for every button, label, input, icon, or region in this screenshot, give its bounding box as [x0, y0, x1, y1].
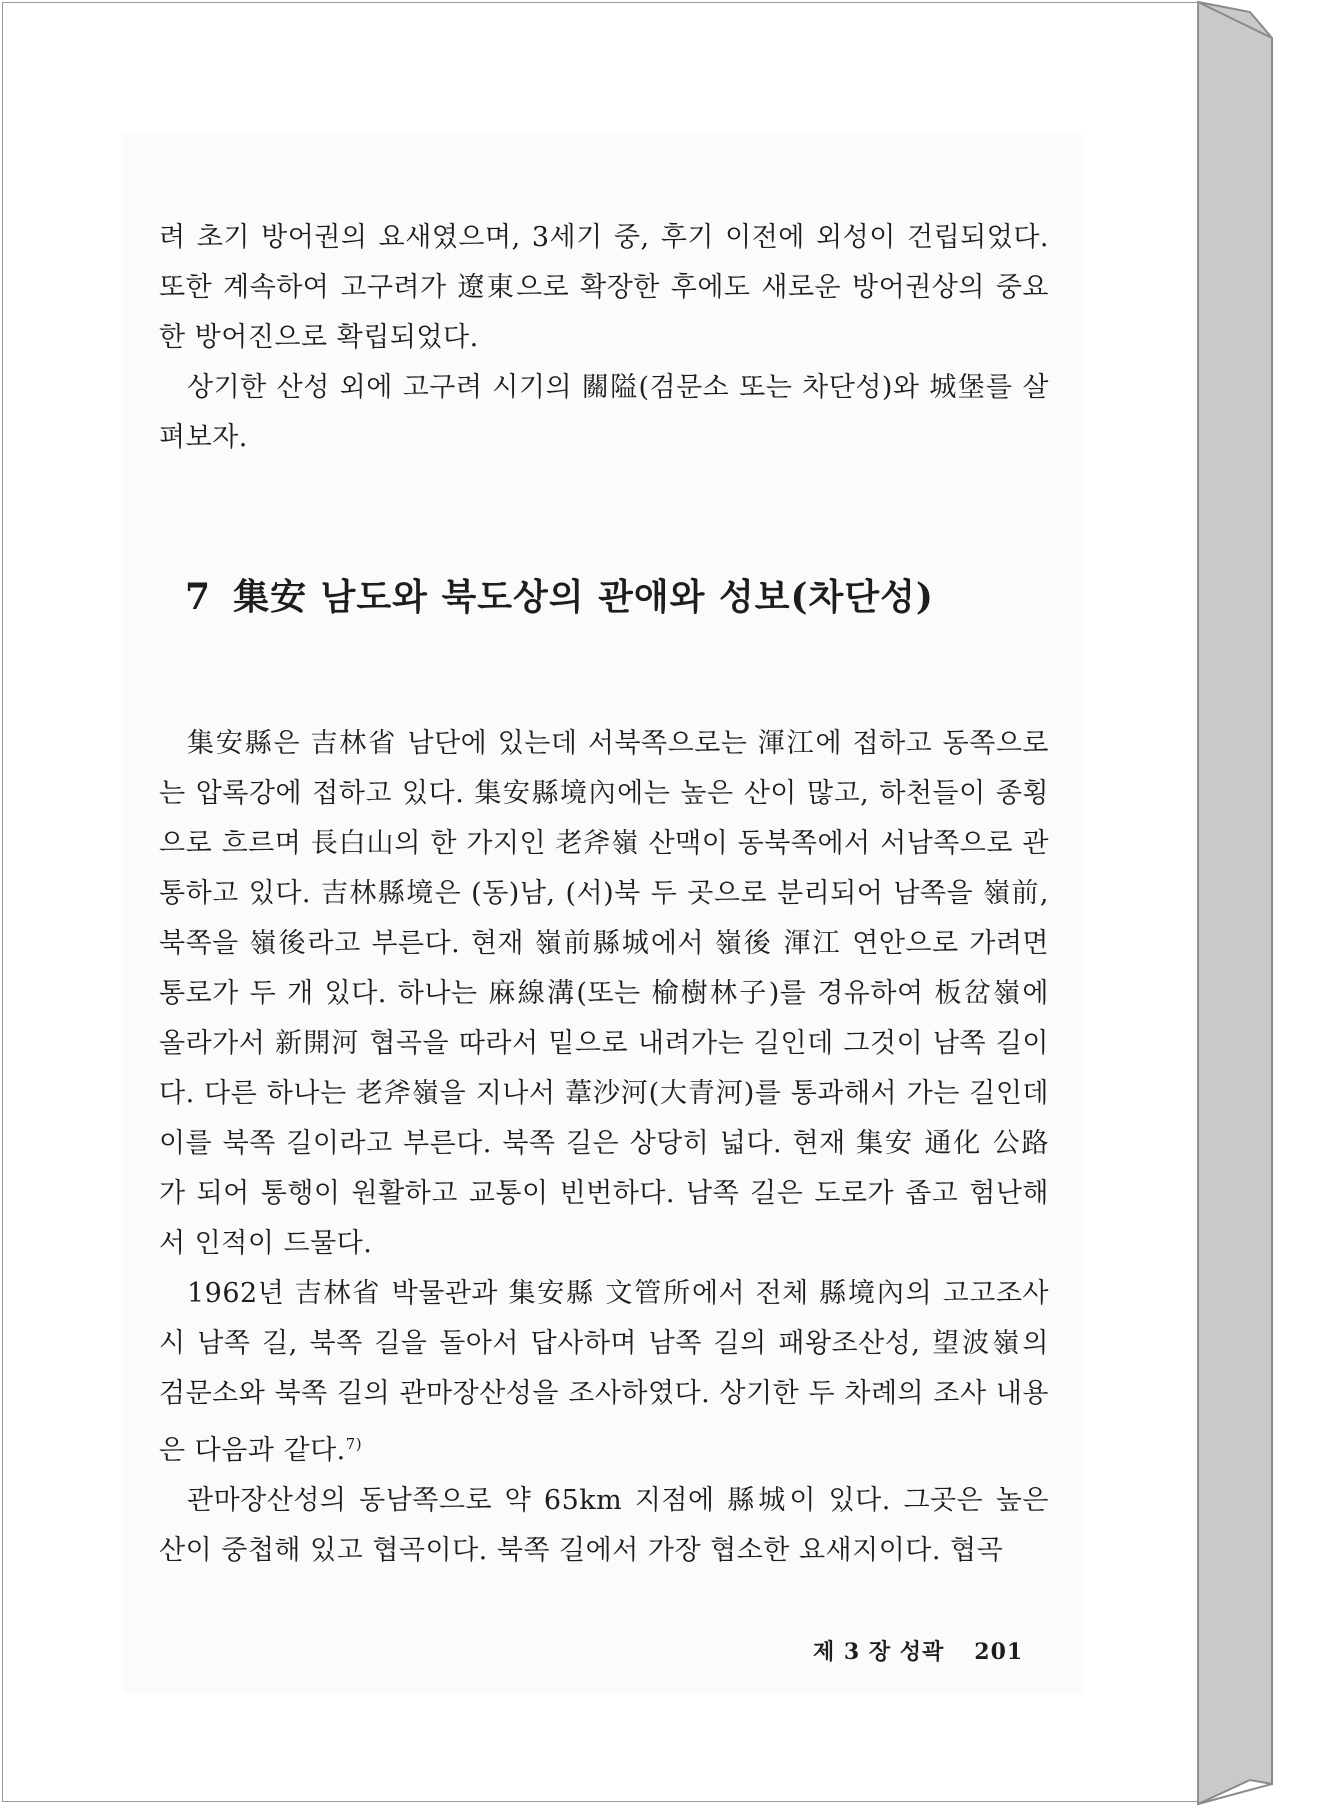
- chapter-label: 제 3 장 성곽: [813, 1639, 945, 1665]
- section-heading: [185, 569, 934, 620]
- section-number: 7: [185, 576, 212, 618]
- section-title: 集安 남도와 북도상의 관애와 성보(차단성): [233, 576, 934, 618]
- paragraph: 集安縣은 吉林省 남단에 있는데 서북쪽으로는 渾江에 접하고 동쪽으로는 압록강에 접하고 있다. 集安縣境內에는 높은 산이 많고, 하천들이 종횡으로 흐르며 長白山의 한 가지인 老斧嶺 산맥이 동북쪽에서 서남쪽으로 관통하고 있다. 吉林縣境은 (동)남, (서)북 두 곳으로 분리되어 남쪽을 嶺前, 북쪽을 嶺後라고 부른다. 현재 嶺前縣城에서 嶺後 渾江 연안으로 가려면 통로가 두 개 있다. 하나는 麻線溝(또는 榆樹林子)를 경유하여 板岔嶺에 올라가서 新開河 협곡을 따라서 밑으로 내려가는 길인데 그것이 남쪽 길이다. 다른 하나는 老斧嶺을 지나서 葦沙河(大青河)를 통과해서 가는 길인데 이를 북쪽 길이라고 부른다. 북쪽 길은 상당히 넓다. 현재 集安 通化 公路가 되어 통행이 원활하고 교통이 빈번하다. 남쪽 길은 도로가 좁고 험난해서 인적이 드물다.: [159, 728, 1049, 1259]
- page-footer: [813, 1635, 1023, 1666]
- document-page: [2, 2, 1198, 1802]
- body-text-block: [159, 719, 1049, 1576]
- paragraph-text: 1962년 吉林省 박물관과 集安縣 文管所에서 전체 縣境內의 고고조사시 남쪽 길, 북쪽 길을 돌아서 답사하며 남쪽 길의 패왕조산성, 望波嶺의 검문소와 북쪽 길의 관마장산성을 조사하였다. 상기한 두 차례의 조사 내용은 다음과 같다.: [159, 1278, 1049, 1466]
- top-text-block: [159, 213, 1049, 463]
- paragraph: 상기한 산성 외에 고구려 시기의 關隘(검문소 또는 차단성)와 城堡를 살펴보자.: [159, 372, 1049, 453]
- paragraph: [159, 1269, 1049, 1476]
- footnote-reference: 7): [345, 1435, 363, 1453]
- paragraph: 관마장산성의 동남쪽으로 약 65km 지점에 縣城이 있다. 그곳은 높은 산이 중첩해 있고 협곡이다. 북쪽 길에서 가장 협소한 요새지이다. 협곡: [159, 1485, 1049, 1566]
- page-number: 201: [974, 1639, 1024, 1665]
- paragraph: 려 초기 방어권의 요새였으며, 3세기 중, 후기 이전에 외성이 건립되었다. 또한 계속하여 고구려가 遼東으로 확장한 후에도 새로운 방어권상의 중요한 방어진으로 확립되었다.: [159, 222, 1049, 353]
